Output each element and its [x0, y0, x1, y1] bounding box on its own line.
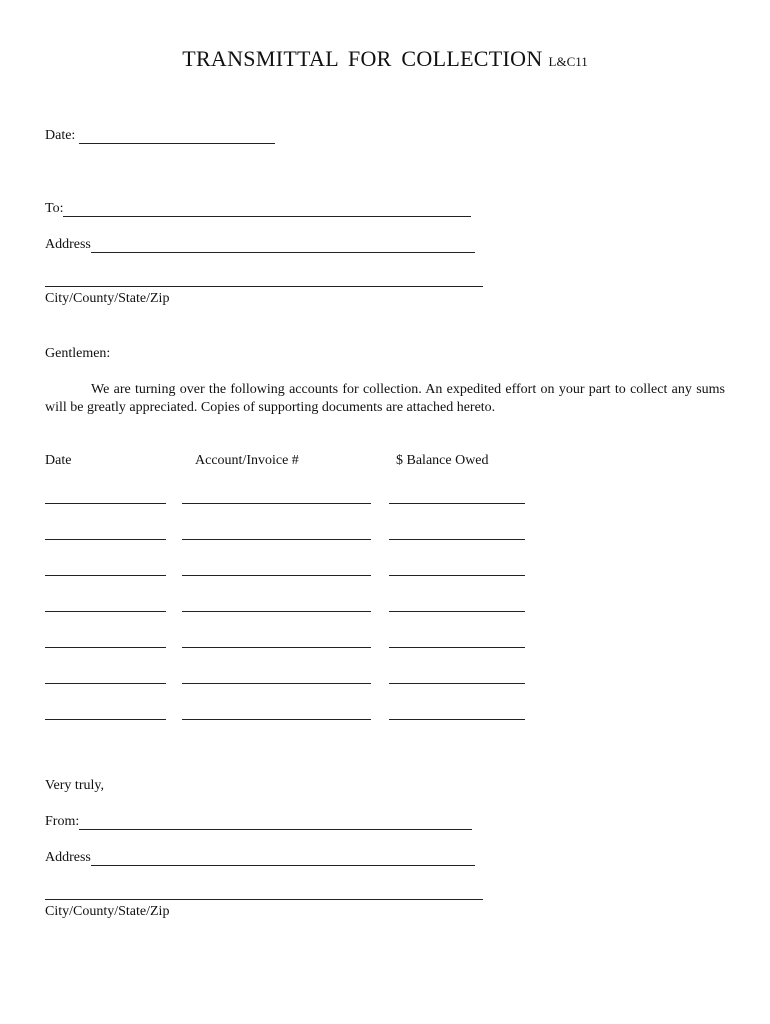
column-header-date: Date	[45, 453, 72, 468]
table-row-account-field[interactable]	[182, 683, 371, 684]
form-title	[0, 46, 770, 72]
table-row-date-field[interactable]	[45, 575, 166, 576]
closing-city-field[interactable]	[45, 899, 483, 900]
to-label: To:	[45, 201, 64, 216]
table-row-balance-field[interactable]	[389, 611, 525, 612]
table-row-account-field[interactable]	[182, 575, 371, 576]
table-row-date-field[interactable]	[45, 719, 166, 720]
date-field[interactable]	[79, 129, 275, 144]
address-row	[45, 237, 475, 253]
table-row-account-field[interactable]	[182, 719, 371, 720]
table-row-date-field[interactable]	[45, 503, 166, 504]
table-row-date-field[interactable]	[45, 647, 166, 648]
city-label: City/County/State/Zip	[45, 291, 170, 306]
table-row-account-field[interactable]	[182, 647, 371, 648]
address-label: Address	[45, 237, 91, 252]
from-field[interactable]	[79, 815, 472, 830]
table-row-account-field[interactable]	[182, 611, 371, 612]
column-header-balance: $ Balance Owed	[396, 453, 489, 468]
body-paragraph: We are turning over the following accounts for collection. An expedited effort on your part to collect any sums will be greatly appreciated. Copies of supporting documents are attached hereto.	[45, 382, 725, 415]
date-label: Date:	[45, 128, 76, 143]
column-header-account: Account/Invoice #	[195, 453, 299, 468]
table-row-account-field[interactable]	[182, 539, 371, 540]
table-row-date-field[interactable]	[45, 683, 166, 684]
closing-city-label: City/County/State/Zip	[45, 904, 170, 919]
to-field[interactable]	[63, 202, 471, 217]
document-title: TRANSMITTAL FOR COLLECTION	[182, 46, 543, 71]
table-row-balance-field[interactable]	[389, 719, 525, 720]
table-row-date-field[interactable]	[45, 539, 166, 540]
table-row-balance-field[interactable]	[389, 683, 525, 684]
table-row-balance-field[interactable]	[389, 503, 525, 504]
city-field[interactable]	[45, 286, 483, 287]
table-row-balance-field[interactable]	[389, 575, 525, 576]
from-label: From:	[45, 814, 80, 829]
table-row-account-field[interactable]	[182, 503, 371, 504]
address-field[interactable]	[91, 238, 475, 253]
closing-address-row	[45, 850, 475, 866]
closing-address-field[interactable]	[91, 851, 475, 866]
form-code: L&C11	[548, 54, 588, 69]
valediction: Very truly,	[45, 778, 104, 793]
date-row	[45, 128, 275, 144]
table-row-balance-field[interactable]	[389, 647, 525, 648]
salutation: Gentlemen:	[45, 346, 111, 361]
closing-address-label: Address	[45, 850, 91, 865]
from-row	[45, 814, 472, 830]
table-row-balance-field[interactable]	[389, 539, 525, 540]
to-row	[45, 201, 471, 217]
table-row-date-field[interactable]	[45, 611, 166, 612]
